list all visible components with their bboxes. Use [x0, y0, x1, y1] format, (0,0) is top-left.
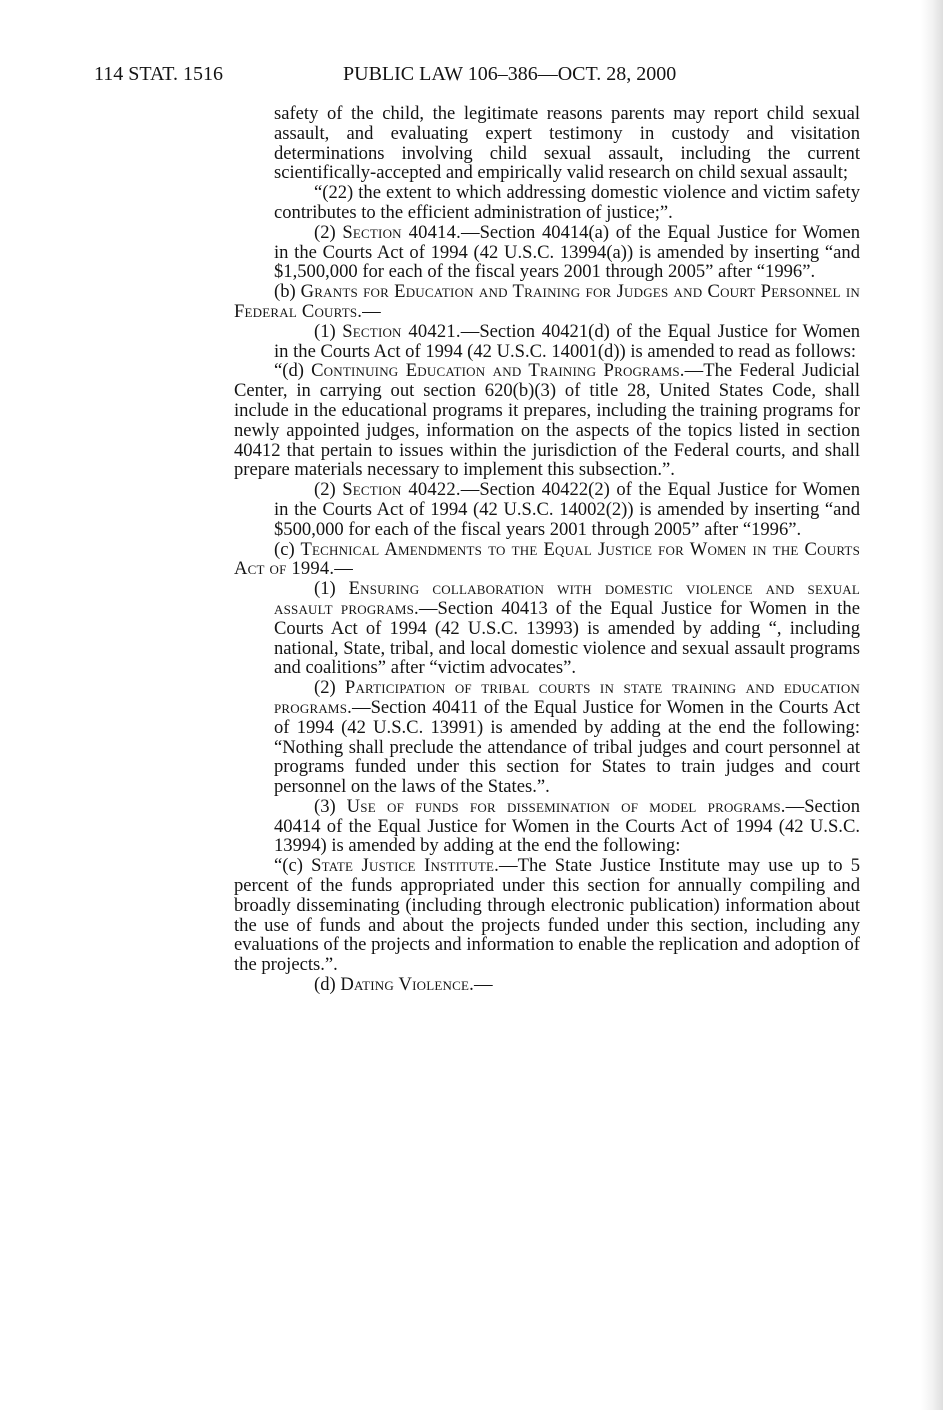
d2-number: (d) [314, 974, 336, 996]
b1-text: —Section 40421(d) of the Equal Justice for Women in the Courts Act of 1994 (42 U.S.C. 14001(d)) is amended to read as follows: [274, 320, 860, 362]
c2-heading: Participation of tribal courts in state training and education programs. [274, 677, 860, 718]
d2-heading: Dating Violence. [340, 974, 474, 996]
public-law-title: PUBLIC LAW 106–386—OCT. 28, 2000 [343, 63, 677, 85]
paragraph-b2-section-40422 [234, 480, 860, 539]
c3-number: (3) [314, 795, 336, 817]
b-dash: — [362, 300, 381, 322]
scan-page-edge-shadow [921, 0, 943, 1410]
d2-dash: — [473, 974, 493, 996]
b-heading: Grants for Education and Training for Judges and Court Personnel in Federal Courts. [234, 281, 860, 322]
c1-heading: Ensuring collaboration with domestic violence and sexual assault programs. [274, 578, 860, 619]
subsection-d-dating-violence [234, 975, 860, 995]
statute-page-reference: 114 STAT. 1516 [94, 63, 223, 85]
d-text: —The Federal Judicial Center, in carrying out section 620(b)(3) of title 28, United States Code, shall include in the educational programs it prepares, including the training programs for newly appointed judges, information on the aspects of the topics listed in section 40412 that pertain to issues within the jurisdiction of the Federal courts, and shall prepare materials necessary to implement this subsection.”. [234, 360, 860, 481]
paragraph-a2-section-40414 [234, 223, 860, 282]
paragraph-c2-tribal-courts [234, 678, 860, 797]
c-heading: Technical Amendments to the Equal Justice for Women in the Courts Act of 1994. [234, 538, 860, 580]
b2-text: —Section 40422(2) of the Equal Justice for Women in the Courts Act of 1994 (42 U.S.C. 14002(2)) is amended by inserting “and $500,000 for each of the fiscal years 2001 through 2005” after “1996”. [274, 479, 860, 540]
d-number: “(d) [274, 360, 304, 382]
paragraph-b1-section-40421 [234, 322, 860, 362]
subsection-b-heading [234, 282, 860, 322]
sc-number: “(c) [274, 855, 303, 877]
sji-heading: State Justice Institute. [311, 855, 500, 877]
paragraph-state-justice-institute [234, 856, 860, 975]
b1-number: (1) [314, 320, 336, 342]
paragraph-continuation: safety of the child, the legitimate reasons parents may report child sexual assault, and evaluating expert testimony in custody and visitation determinations involving child sexual assault, including the current scientifically-accepted and empirically valid research on child sexual assault; [274, 103, 860, 184]
page-body [234, 104, 860, 995]
c3-heading: Use of funds for dissemination of model programs. [346, 795, 786, 817]
sji-text: —The State Justice Institute may use up to 5 percent of the funds appropriated under this section for annually compiling and broadly disseminating (including through electronic publication) information about the use of funds and about the projects funded under this section, including any evaluations of the projects and information to enable the replication and adoption of the projects.”. [234, 855, 860, 976]
b2-heading: Section 40422. [342, 479, 461, 501]
a2-number: (2) [314, 221, 336, 243]
paragraph-c3-use-of-funds [234, 797, 860, 856]
b2-number: (2) [314, 479, 336, 501]
c2-text: —Section 40411 of the Equal Justice for Women in the Courts Act of 1994 (42 U.S.C. 13991) is amended by adding at the end the following: “Nothing shall preclude the attendance of tribal judges and court personnel at programs funded under this section for States to train judges and court personnel on the laws of the States.”. [274, 696, 860, 798]
c3-text: —Section 40414 of the Equal Justice for Women in the Courts Act of 1994 (42 U.S.C. 13994) is amended by adding at the end the following: [274, 795, 860, 857]
paragraph-22: “(22) the extent to which addressing domestic violence and victim safety contributes to the efficient administration of justice;”. [274, 182, 860, 223]
c-number: (c) [274, 538, 295, 560]
c2-number: (2) [314, 677, 336, 699]
a2-heading: Section 40414. [342, 221, 461, 243]
b1-heading: Section 40421. [342, 320, 461, 342]
paragraph-d-continuing-education [234, 361, 860, 480]
page-header [0, 58, 943, 90]
c-dash: — [334, 558, 353, 580]
c1-text: —Section 40413 of the Equal Justice for Women in the Courts Act of 1994 (42 U.S.C. 13993) is amended by adding “, including national, State, tribal, and local domestic violence and sexual assault programs and coalitions” after “victim advocates”. [274, 597, 860, 679]
c1-number: (1) [314, 578, 336, 600]
subsection-c-heading [234, 540, 860, 580]
b-number: (b) [274, 281, 296, 303]
a2-text: —Section 40414(a) of the Equal Justice for Women in the Courts Act of 1994 (42 U.S.C. 13994(a)) is amended by inserting “and $1,500,000 for each of the fiscal years 2001 through 2005” after “1996”. [274, 221, 860, 283]
d-heading: Continuing Education and Training Programs. [311, 360, 685, 382]
paragraph-c1-collaboration [234, 579, 860, 678]
